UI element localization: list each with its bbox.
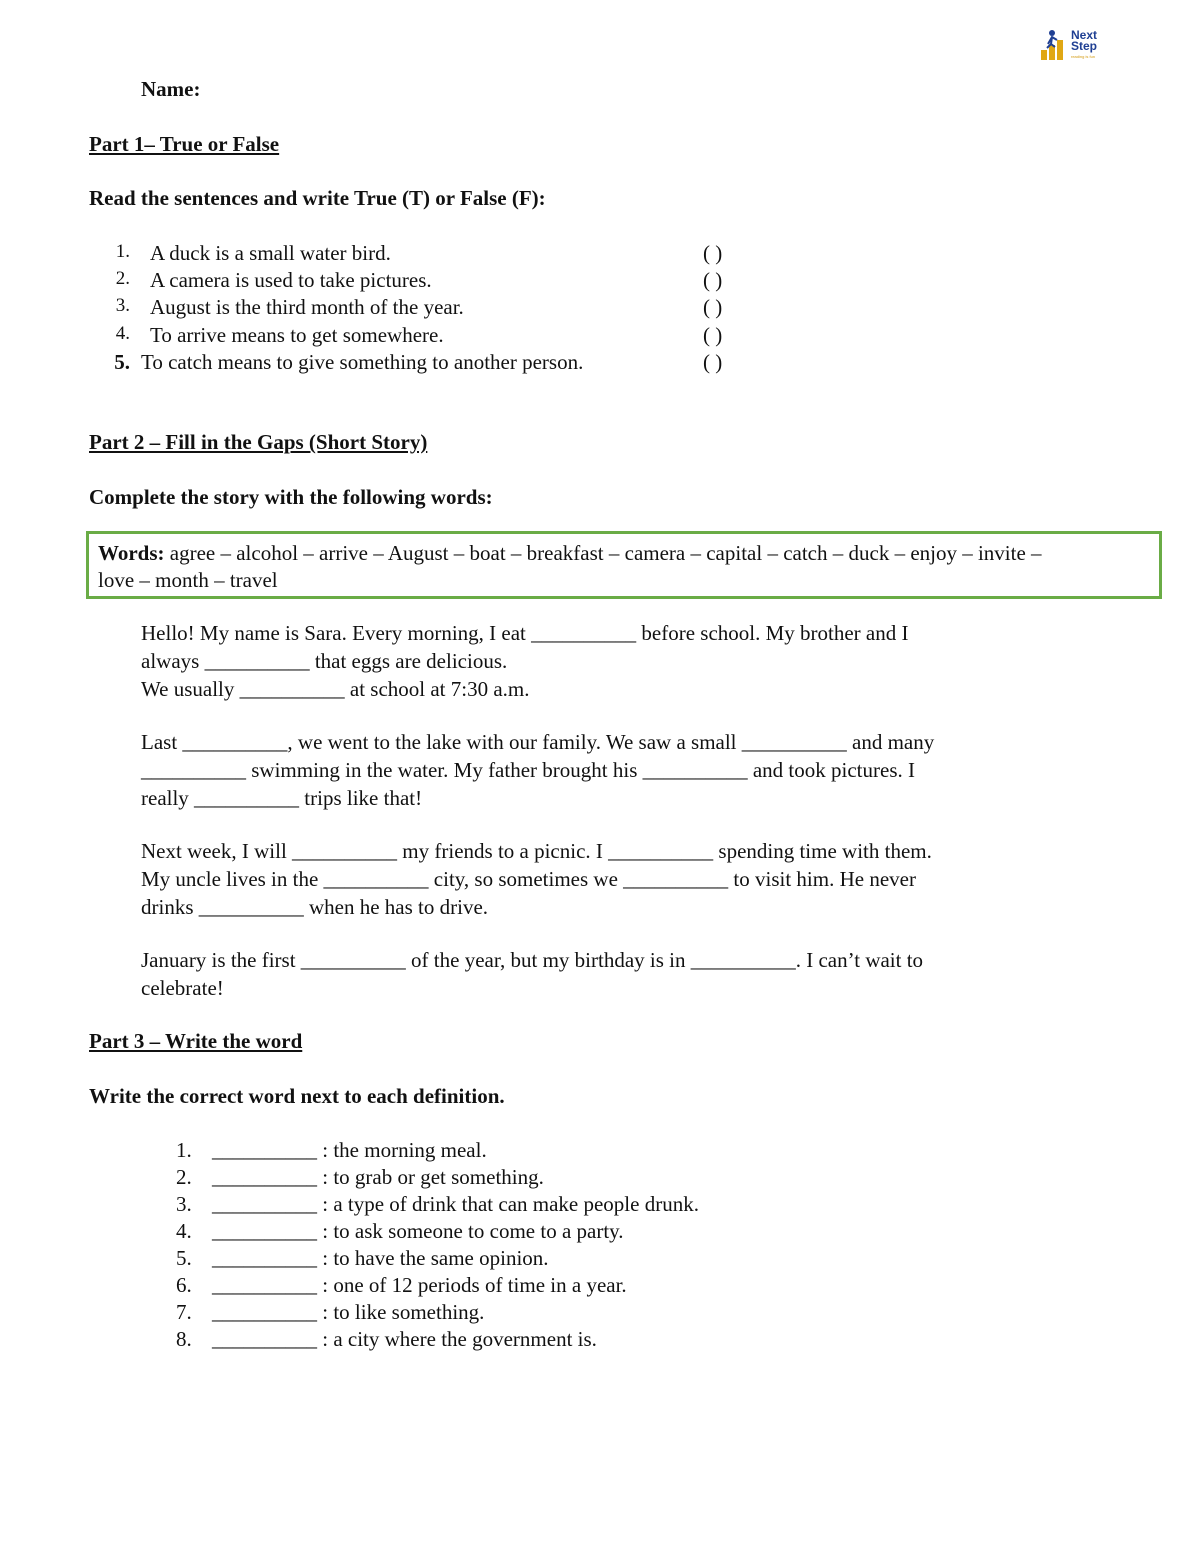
story-line: My uncle lives in the __________ city, so sometimes we __________ to visit him. He never xyxy=(141,867,916,891)
word-bank-label: Words: xyxy=(98,541,165,565)
story-line: We usually __________ at school at 7:30 a.m. xyxy=(141,677,530,701)
item-number: 7. xyxy=(176,1300,192,1324)
story-line: drinks __________ when he has to drive. xyxy=(141,895,489,919)
story-line: always __________ that eggs are delicious. xyxy=(141,649,508,673)
definition-text: __________ : the morning meal. xyxy=(212,1138,487,1162)
word-bank-box xyxy=(86,531,1162,599)
answer-blank[interactable]: ( ) xyxy=(703,350,723,374)
item-text: A duck is a small water bird. xyxy=(150,241,391,265)
logo-climber-icon xyxy=(1040,28,1068,62)
part1-heading: Part 1– True or False xyxy=(89,132,280,156)
definition-text: __________ : one of 12 periods of time in a year. xyxy=(212,1273,627,1297)
answer-blank[interactable]: ( ) xyxy=(703,241,723,265)
story-line: Hello! My name is Sara. Every morning, I eat __________ before school. My brother and I xyxy=(141,621,909,645)
item-number: 2. xyxy=(115,268,130,289)
story-line: really __________ trips like that! xyxy=(141,786,423,810)
part2-heading: Part 2 – Fill in the Gaps (Short Story) xyxy=(89,430,428,454)
item-text: To arrive means to get somewhere. xyxy=(150,323,444,347)
answer-blank[interactable]: ( ) xyxy=(703,323,723,347)
answer-blank[interactable]: ( ) xyxy=(703,295,723,319)
next-step-logo xyxy=(1040,28,1112,62)
story-line: celebrate! xyxy=(141,976,224,1000)
item-number: 2. xyxy=(176,1165,192,1189)
story-line: January is the first __________ of the year, but my birthday is in __________. I can’t wait to xyxy=(141,948,924,972)
answer-blank[interactable]: ( ) xyxy=(703,268,723,292)
item-number: 5. xyxy=(114,350,130,374)
logo-wordmark: Next Step xyxy=(1071,28,1098,53)
definition-text: __________ : a type of drink that can make people drunk. xyxy=(212,1192,699,1216)
logo-tagline: reading is fun xyxy=(1071,54,1096,59)
item-number: 1. xyxy=(115,241,130,262)
definition-text: __________ : to like something. xyxy=(212,1300,485,1324)
item-number: 1. xyxy=(176,1138,192,1162)
story-line: Last __________, we went to the lake with our family. We saw a small __________ and many xyxy=(141,730,935,754)
word-bank-words: agree – alcohol – arrive – August – boat – breakfast – camera – capital – catch – duck – enjoy – invite – xyxy=(169,541,1042,565)
word-bank xyxy=(98,540,1168,594)
item-number: 3. xyxy=(176,1192,192,1216)
part3-heading: Part 3 – Write the word xyxy=(89,1029,303,1053)
part3-instruction: Write the correct word next to each definition. xyxy=(89,1084,505,1108)
definition-text: __________ : to grab or get something. xyxy=(212,1165,544,1189)
word-bank-words-line2: love – month – travel xyxy=(98,568,278,592)
item-text: To catch means to give something to another person. xyxy=(141,350,584,374)
story-line: __________ swimming in the water. My father brought his __________ and took pictures. I xyxy=(141,758,915,782)
definition-text: __________ : to ask someone to come to a party. xyxy=(212,1219,624,1243)
item-text: August is the third month of the year. xyxy=(150,295,464,319)
definition-text: __________ : to have the same opinion. xyxy=(212,1246,549,1270)
story-line: Next week, I will __________ my friends to a picnic. I __________ spending time with them. xyxy=(141,839,932,863)
part1-instruction: Read the sentences and write True (T) or False (F): xyxy=(89,186,546,210)
definition-text: __________ : a city where the government is. xyxy=(212,1327,597,1351)
item-text: A camera is used to take pictures. xyxy=(150,268,432,292)
item-number: 6. xyxy=(176,1273,192,1297)
item-number: 3. xyxy=(115,295,130,316)
part2-instruction: Complete the story with the following words: xyxy=(89,485,493,509)
item-number: 4. xyxy=(176,1219,192,1243)
name-label: Name: xyxy=(141,77,201,101)
item-number: 8. xyxy=(176,1327,192,1351)
item-number: 5. xyxy=(176,1246,192,1270)
item-number: 4. xyxy=(115,323,130,344)
